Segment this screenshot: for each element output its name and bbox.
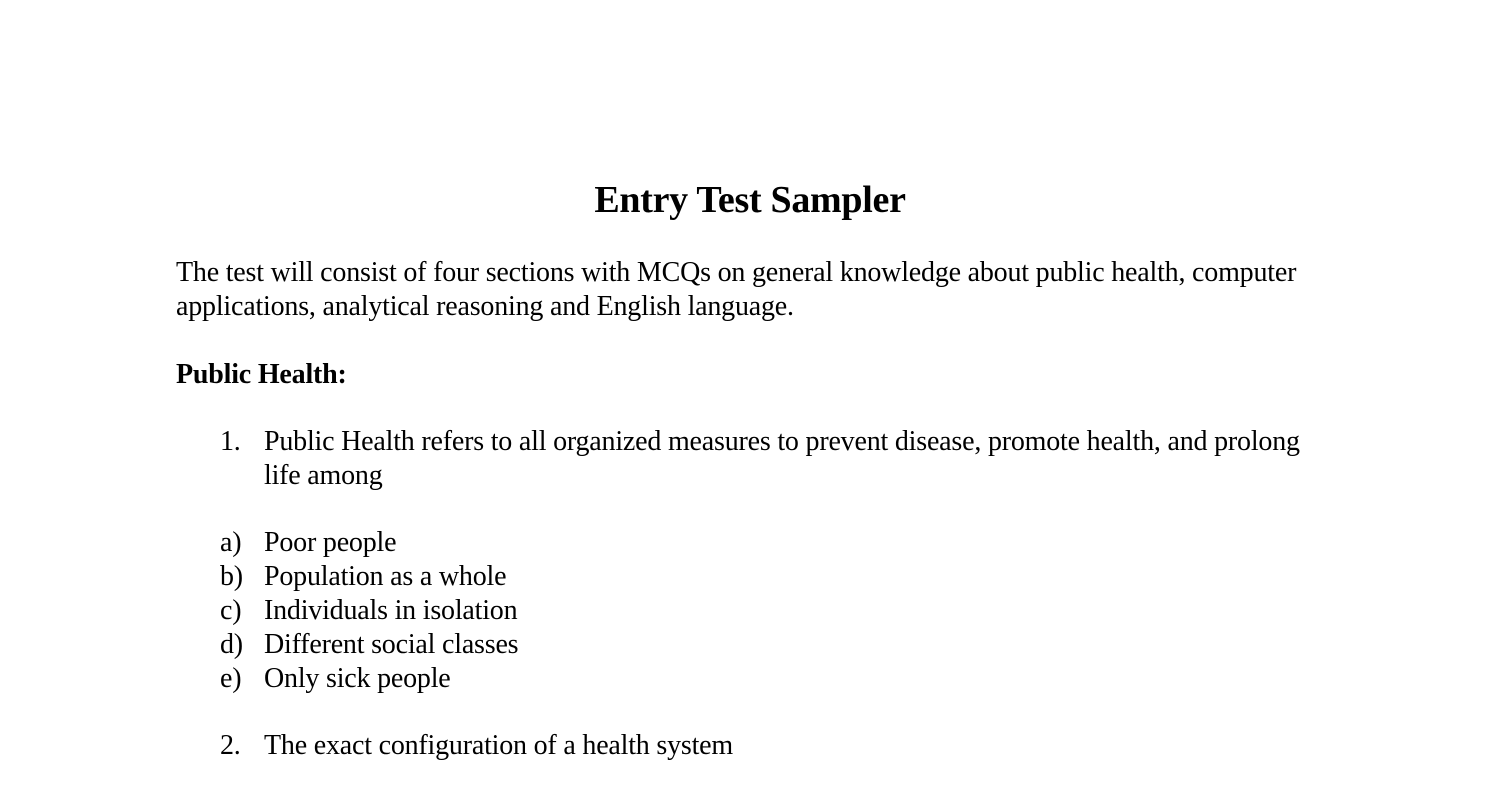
question-text: The exact configuration of a health system (264, 730, 733, 761)
document-title: Entry Test Sampler (594, 179, 906, 221)
question-1 (220, 425, 1304, 493)
option-text: Only sick people (264, 663, 451, 694)
question-text: Public Health refers to all organized measures to prevent disease, promote health, and prolong life among (264, 426, 1300, 491)
option-b (220, 560, 1304, 594)
section-heading-public-health: Public Health: (176, 359, 347, 390)
option-c (220, 594, 1304, 628)
option-marker: a) (220, 527, 242, 558)
question-number: 2. (220, 730, 241, 761)
option-text: Different social classes (264, 629, 519, 660)
option-marker: d) (220, 629, 243, 660)
question-2 (220, 729, 1304, 763)
option-text: Individuals in isolation (264, 595, 518, 626)
intro-paragraph: The test will consist of four sections with MCQs on general knowledge about public health, computer applications, analytical reasoning and English language. (176, 257, 1297, 322)
option-marker: c) (220, 595, 242, 626)
option-a (220, 526, 1304, 560)
question-number: 1. (220, 426, 241, 457)
option-text: Population as a whole (264, 561, 507, 592)
option-e (220, 662, 1304, 696)
option-text: Poor people (264, 527, 397, 558)
option-marker: e) (220, 663, 242, 694)
option-marker: b) (220, 561, 243, 592)
option-d (220, 628, 1304, 662)
